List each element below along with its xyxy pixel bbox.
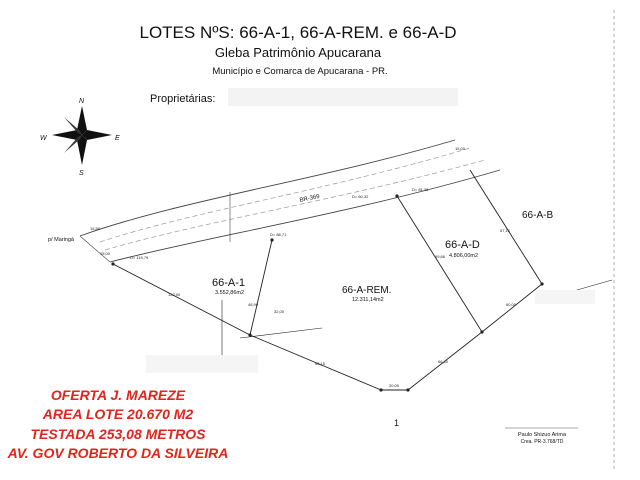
highway [48,140,500,262]
dimension-label: 15,50 [90,226,101,231]
compass-w-label: W [40,135,47,142]
compass-rose [40,98,120,177]
dimension-label: 122,00 [168,292,181,297]
dimension-label: 66,40 [438,359,449,364]
lot-rem-id: 66-A-REM. [342,285,392,296]
vertex [270,238,273,241]
boundary-66ab-west [470,170,542,284]
highway-name: BR-369 [299,193,321,204]
dimension-label: 62,15 [315,361,326,366]
leader-line-1 [240,328,322,338]
owners-redaction [228,88,458,106]
redaction-patch [146,355,258,373]
lot-rem-area: 12.311,14m2 [352,297,384,303]
map-title: LOTES NºS: 66-A-1, 66-A-REM. e 66-A-D [139,23,457,42]
compass-s-label: S [79,170,84,177]
map-subtitle: Gleba Patrimônio Apucarana [214,45,382,60]
dimension-label: 15,00 [100,251,111,256]
vertex [111,262,114,265]
lot-66ad-area: 4.806,00m2 [449,253,479,259]
offer-line-2: AREA LOTE 20.670 M2 [42,406,194,422]
vertex [395,194,398,197]
compass-east-point [82,130,112,140]
owners-label: Proprietárias: [150,93,216,105]
signature-crea: Crea. PR-3.768/TD [520,439,564,445]
dimension-label: D= 60,32 [352,194,369,199]
boundary-66a1-south [113,264,250,335]
sheet-number: 1 [394,418,400,428]
dimension-label: 69,66 [435,254,446,259]
offer-line-4: AV. GOV ROBERTO DA SILVEIRA [7,445,229,461]
dimension-label: 15,00 [455,146,466,151]
dimension-label: 20,00 [389,383,400,388]
vertex [480,330,483,333]
vertex [540,282,543,285]
dimension-label: 57,16 [500,228,511,233]
road-direction-label: p/ Maringá [48,237,74,243]
boundary-66ad-west [397,196,482,332]
dimension-label: D= 119,79 [130,255,149,260]
lot-66ab-id: 66-A-B [522,210,554,221]
dimension-label: 60,00 [506,302,517,307]
vertex [406,388,409,391]
compass-e-label: E [115,135,120,142]
redaction-patch [535,290,595,304]
offer-line-1: OFERTA J. MAREZE [50,387,186,403]
boundary-66a1-east [250,240,272,335]
dimension-labels [90,146,517,388]
compass-n-label: N [79,98,85,105]
offer-line-3: TESTADA 253,08 METROS [30,426,206,442]
vertex [379,388,382,391]
dimension-label: D= 88,71 [270,232,287,237]
dimension-label: 32,00 [274,309,285,314]
map-location: Município e Comarca de Apucarana - PR. [212,66,388,77]
lot-66a1-area: 3.552,86m2 [215,290,245,296]
lot-66a1-id: 66-A-1 [212,277,246,289]
vertex [248,333,251,336]
dimension-label: 48,99 [248,302,259,307]
boundary-66ab-south [482,284,542,332]
signature-name: Paulo Shizuo Arima [518,432,566,438]
lot-66ad-id: 66-A-D [445,239,480,251]
dimension-label: D= 81,35 [412,187,429,192]
